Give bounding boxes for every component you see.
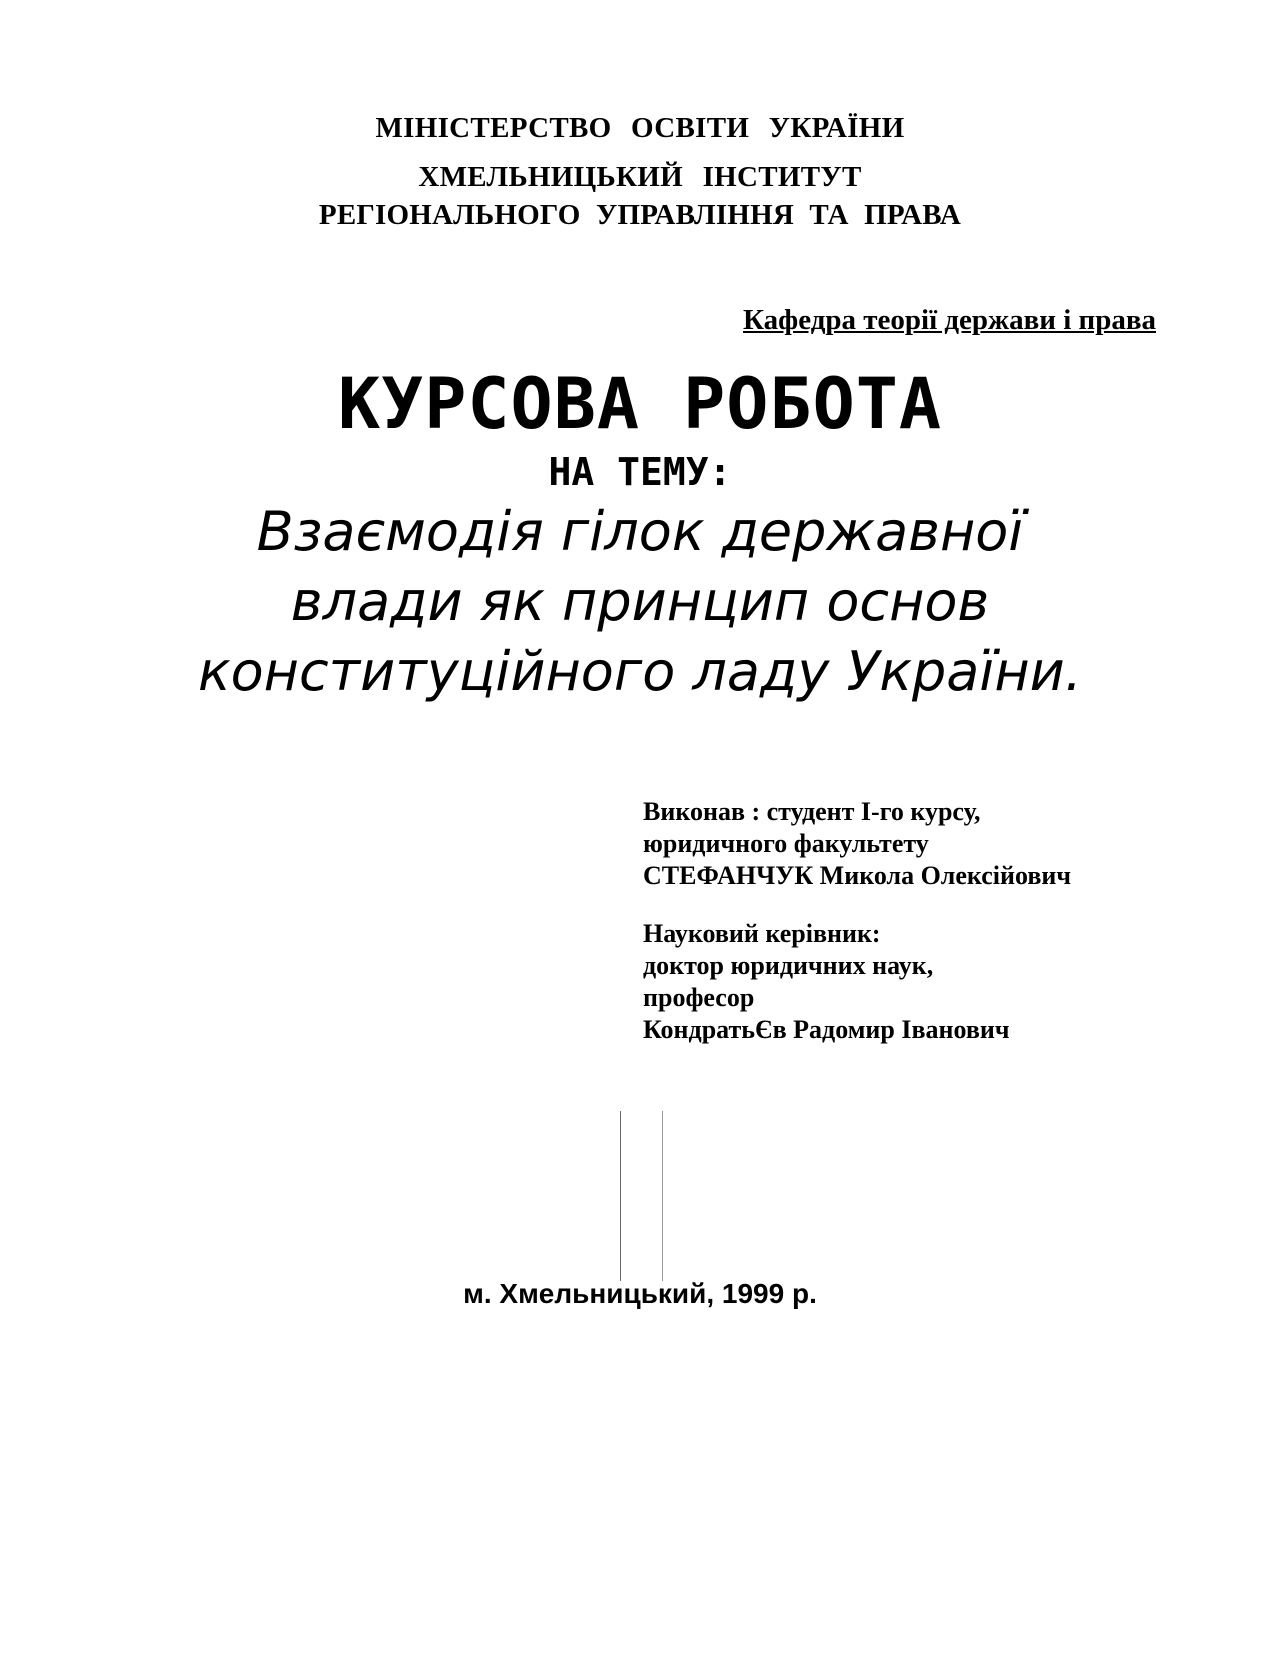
supervisor-line-2: доктор юридичних наук, xyxy=(643,951,934,980)
place-and-year: м. Хмельницький, 1999 р. xyxy=(463,1278,817,1309)
department-name: Кафедра теорії держави і права xyxy=(743,304,1156,336)
institute-heading-line2: РЕГІОНАЛЬНОГО УПРАВЛІННЯ ТА ПРАВА xyxy=(318,199,962,231)
supervisor-line-3: професор xyxy=(643,983,755,1012)
vertical-rule-left xyxy=(620,1111,621,1281)
topic-label: НА ТЕМУ: xyxy=(548,450,732,494)
topic-line-1: Взаємодія гілок державної xyxy=(256,500,1024,563)
supervisor-block xyxy=(643,918,1010,1046)
author-line-2: юридичного факультету xyxy=(643,829,929,858)
author-block xyxy=(643,796,1071,892)
topic-line-3: конституційного ладу України. xyxy=(198,640,1082,703)
document-type-title: КУРСОВА РОБОТА xyxy=(337,363,942,445)
supervisor-line-1: Науковий керівник: xyxy=(643,919,881,948)
supervisor-line-4: КондратьЄв Радомир Іванович xyxy=(643,1015,1010,1044)
author-line-1: Виконав : студент I-го курсу, xyxy=(643,797,981,826)
institute-heading-line1: ХМЕЛЬНИЦЬКИЙ ІНСТИТУТ xyxy=(418,161,862,193)
author-line-3: СТЕФАНЧУК Микола Олексійович xyxy=(643,861,1072,890)
ministry-heading: МІНІСТЕРСТВО ОСВІТИ УКРАЇНИ xyxy=(375,112,905,144)
topic-line-2: влади як принцип основ xyxy=(290,570,990,633)
vertical-rule-right xyxy=(662,1111,663,1281)
